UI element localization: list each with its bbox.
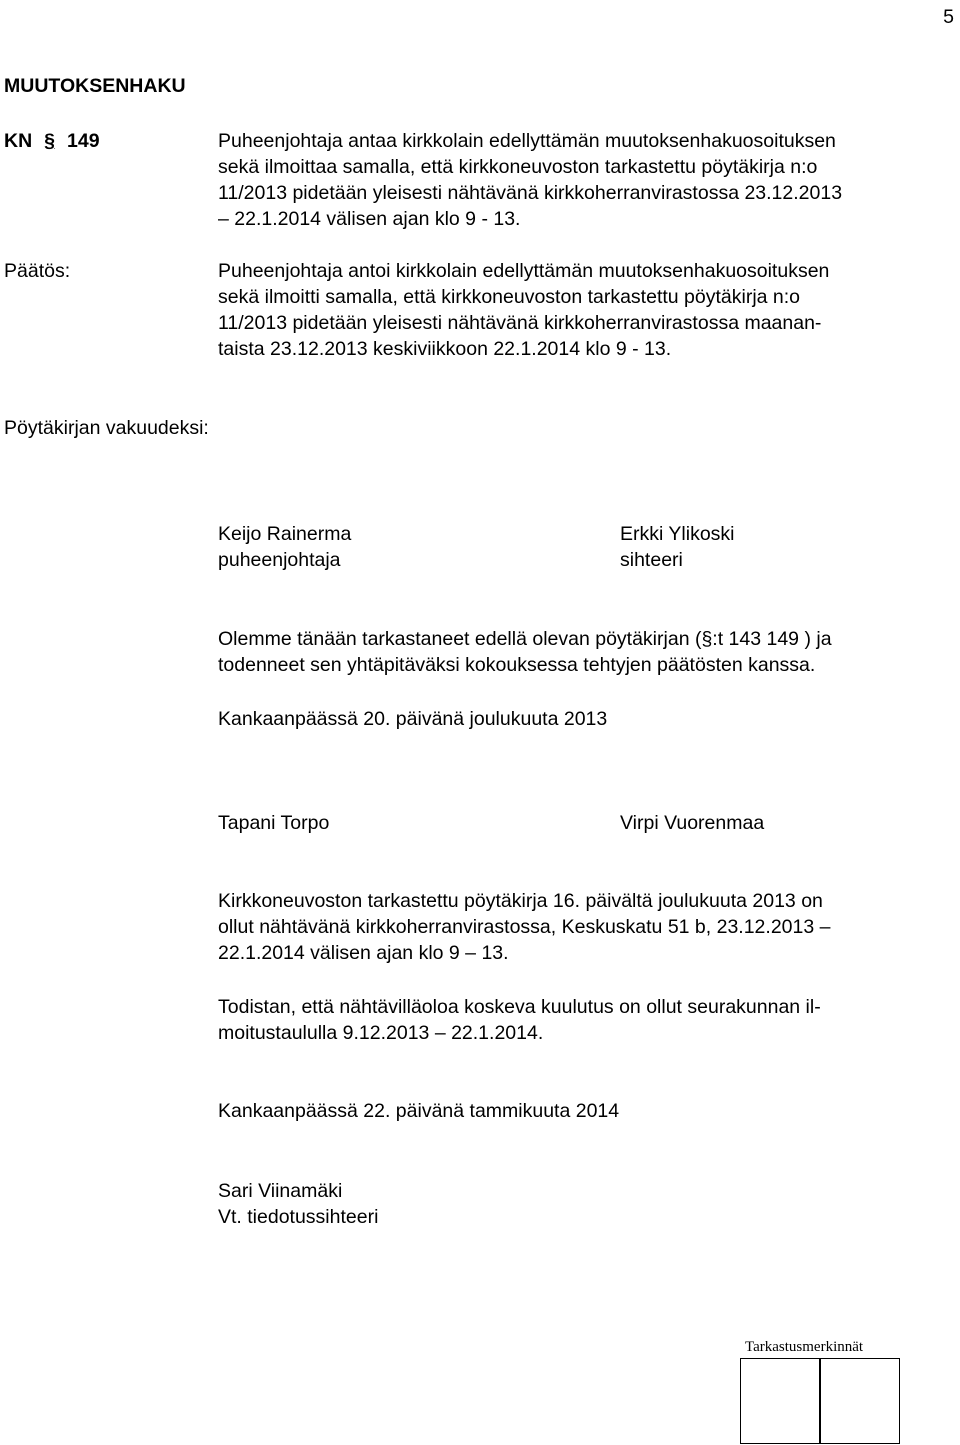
initials-box-label: Tarkastusmerkinnät (745, 1339, 864, 1355)
signer-name: Keijo Rainerma (218, 523, 352, 545)
signer-name: Erkki Ylikoski (620, 523, 735, 545)
notice-line: Kirkkoneuvoston tarkastettu pöytäkirja 16. päivältä joulukuuta 2013 on (218, 890, 823, 912)
decision-line: Puheenjohtaja antoi kirkkolain edellyttämän muutoksenhakuosoituksen (218, 260, 830, 282)
review-statement (218, 626, 955, 678)
decision-line: sekä ilmoitti samalla, että kirkkoneuvoston tarkastettu pöytäkirja n:o (218, 286, 801, 308)
kn-label (4, 128, 100, 154)
kn-text-line: sekä ilmoittaa samalla, että kirkkoneuvoston tarkastettu pöytäkirja n:o (218, 156, 818, 178)
signer-chair (218, 521, 351, 573)
signer-title: puheenjohtaja (218, 549, 341, 571)
review-line: todenneet sen yhtäpitäväksi kokouksessa tehtyjen päätösten kanssa. (218, 654, 816, 676)
page-number: 5 (943, 6, 954, 28)
decision-line: taista 23.12.2013 keskiviikkoon 22.1.2014 klo 9 - 13. (218, 338, 672, 360)
review-line: Olemme tänään tarkastaneet edellä olevan pöytäkirjan (§:t 143 149 ) ja (218, 628, 832, 650)
kn-number: 149 (67, 130, 100, 152)
certification-line: Todistan, että nähtävilläoloa koskeva kuulutus on ollut seurakunnan il- (218, 996, 821, 1018)
notice-line: 22.1.2014 välisen ajan klo 9 – 13. (218, 942, 509, 964)
certification-line: moitustaululla 9.12.2013 – 22.1.2014. (218, 1022, 544, 1044)
kn-text-line: Puheenjohtaja antaa kirkkolain edellyttämän muutoksenhakuosoituksen (218, 130, 836, 152)
reviewer-1-name: Tapani Torpo (218, 812, 330, 834)
kn-text-line: 11/2013 pidetään yleisesti nähtävänä kirkkoherranvirastossa 23.12.2013 (218, 182, 843, 204)
notice-text (218, 888, 955, 966)
kn-text-line: – 22.1.2014 välisen ajan klo 9 - 13. (218, 208, 521, 230)
notice-line: ollut nähtävänä kirkkoherranvirastossa, Keskuskatu 51 b, 23.12.2013 – (218, 916, 831, 938)
decision-text (218, 258, 955, 362)
decision-line: 11/2013 pidetään yleisesti nähtävänä kirkkoherranvirastossa maanan- (218, 312, 822, 334)
section-sign-icon: § (44, 130, 56, 152)
signer-title: Vt. tiedotussihteeri (218, 1206, 379, 1228)
initials-box-cell (740, 1358, 820, 1444)
kn-text (218, 128, 948, 232)
initials-box-cell (820, 1358, 900, 1444)
place-date-review: Kankaanpäässä 20. päivänä joulukuuta 2013 (218, 708, 608, 730)
certification-text (218, 994, 955, 1046)
place-date-certification: Kankaanpäässä 22. päivänä tammikuuta 2014 (218, 1100, 620, 1122)
signer-secretary (620, 521, 735, 573)
signer-information-secretary (218, 1178, 378, 1230)
signer-name: Sari Viinamäki (218, 1180, 343, 1202)
decision-label: Päätös: (4, 260, 71, 282)
kn-prefix: KN (4, 130, 33, 152)
reviewer-2-name: Virpi Vuorenmaa (620, 812, 765, 834)
minutes-confirmation-label: Pöytäkirjan vakuudeksi: (4, 417, 209, 439)
signer-title: sihteeri (620, 549, 683, 571)
section-heading: MUUTOKSENHAKU (4, 75, 186, 97)
